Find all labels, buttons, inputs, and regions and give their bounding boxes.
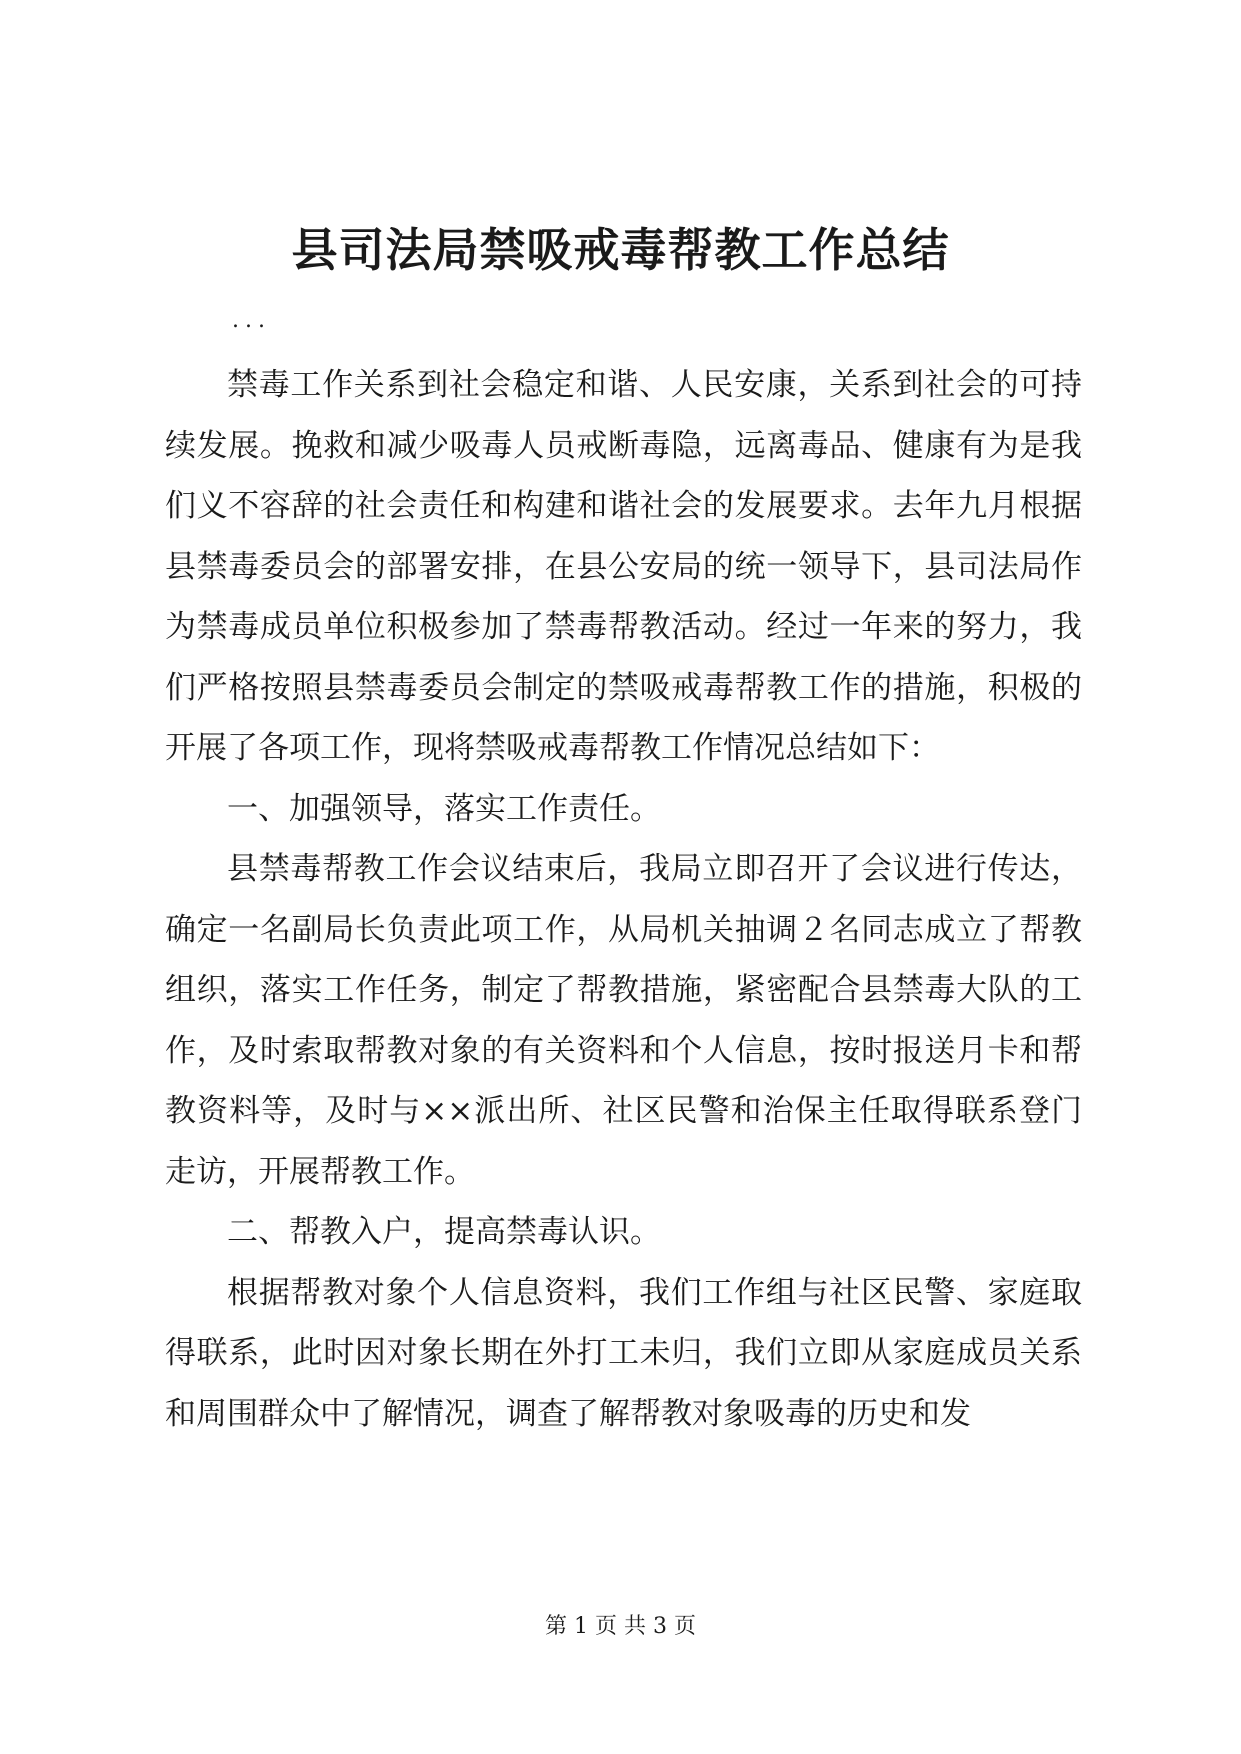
document-body — [165, 355, 1082, 1444]
document-title: 县司法局禁吸戒毒帮教工作总结 — [291, 223, 950, 277]
page-footer: 第 1 页 共 3 页 — [545, 1614, 696, 1639]
ellipsis-marker: ... — [232, 308, 271, 333]
section-1-paragraph: 县禁毒帮教工作会议结束后，我局立即召开了会议进行传达，确定一名副局长负责此项工作，从局机关抽调２名同志成立了帮教组织，落实工作任务，制定了帮教措施，紧密配合县禁毒大队的工作，及时索取帮教对象的有关资料和个人信息，按时报送月卡和帮教资料等，及时与××派出所、社区民警和治保主任取得联系登门走访，开展帮教工作。 — [165, 851, 1082, 1190]
section-2-paragraph: 根据帮教对象个人信息资料，我们工作组与社区民警、家庭取得联系，此时因对象长期在外打工未归，我们立即从家庭成员关系和周围群众中了解情况，调查了解帮教对象吸毒的历史和发 — [165, 1274, 1082, 1432]
intro-paragraph: 禁毒工作关系到社会稳定和谐、人民安康，关系到社会的可持续发展。挽救和减少吸毒人员戒断毒隐，远离毒品、健康有为是我们义不容辞的社会责任和构建和谐社会的发展要求。去年九月根据县禁毒委员会的部署安排，在县公安局的统一领导下，县司法局作为禁毒成员单位积极参加了禁毒帮教活动。经过一年来的努力，我们严格按照县禁毒委员会制定的禁吸戒毒帮教工作的措施，积极的开展了各项工作，现将禁吸戒毒帮教工作情况总结如下： — [165, 367, 1082, 766]
section-heading-1: 一、加强领导，落实工作责任。 — [227, 790, 661, 827]
section-heading-2: 二、帮教入户，提高禁毒认识。 — [227, 1214, 661, 1250]
